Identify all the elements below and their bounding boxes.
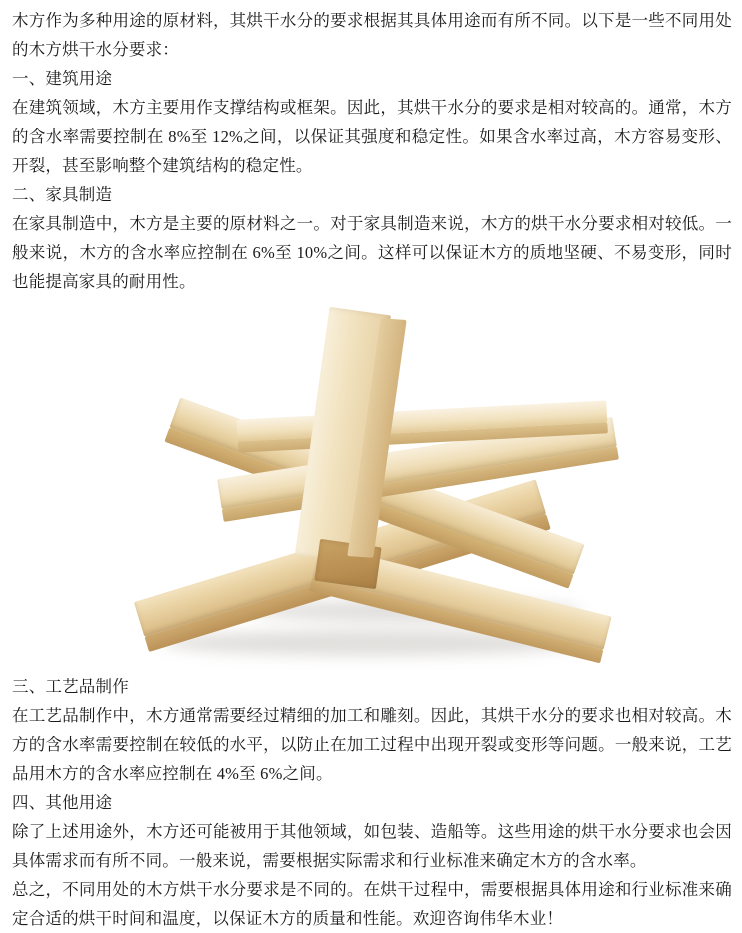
section-body-4: 除了上述用途外，木方还可能被用于其他领域，如包装、造船等。这些用途的烘干水分要求也会因具体需求而有所不同。一般来说，需要根据实际需求和行业标准来确定木方的含水率。 <box>12 822 732 870</box>
section-body-1: 在建筑领域，木方主要用作支撑结构或框架。因此，其烘干水分的要求是相对较高的。通常，木方的含水率需要控制在 8%至 12%之间，以保证其强度和稳定性。如果含水率过高，木方容易变形、开裂，甚至影响整个建筑结构的稳定性。 <box>12 98 732 175</box>
section-heading-2: 二、家具制造 <box>12 185 113 204</box>
section-body-3: 在工艺品制作中，木方通常需要经过精细的加工和雕刻。因此，其烘干水分的要求也相对较高。木方的含水率需要控制在较低的水平，以防止在加工过程中出现开裂或变形等问题。一般来说，工艺品用木方的含水率应控制在 4%至 6%之间。 <box>12 706 732 783</box>
section-heading-4: 四、其他用途 <box>12 793 113 812</box>
stacked-wooden-beams-photo <box>12 300 732 670</box>
wood-beam <box>237 400 608 441</box>
section-heading-1: 一、建筑用途 <box>12 69 113 88</box>
intro-paragraph: 木方作为多种用途的原材料，其烘干水分的要求根据其具体用途而有所不同。以下是一些不同用处的木方烘干水分要求： <box>12 11 732 59</box>
section-heading-3: 三、工艺品制作 <box>12 677 129 696</box>
wood-beam-stack <box>12 300 732 670</box>
conclusion-paragraph: 总之，不同用处的木方烘干水分要求是不同的。在烘干过程中，需要根据具体用途和行业标准来确定合适的烘干时间和温度，以保证木方的质量和性能。欢迎咨询伟华木业！ <box>12 880 732 928</box>
section-body-2: 在家具制造中，木方是主要的原材料之一。对于家具制造来说，木方的烘干水分要求相对较低。一般来说，木方的含水率应控制在 6%至 10%之间。这样可以保证木方的质地坚硬、不易变形，同时也能提高家具的耐用性。 <box>12 214 732 291</box>
